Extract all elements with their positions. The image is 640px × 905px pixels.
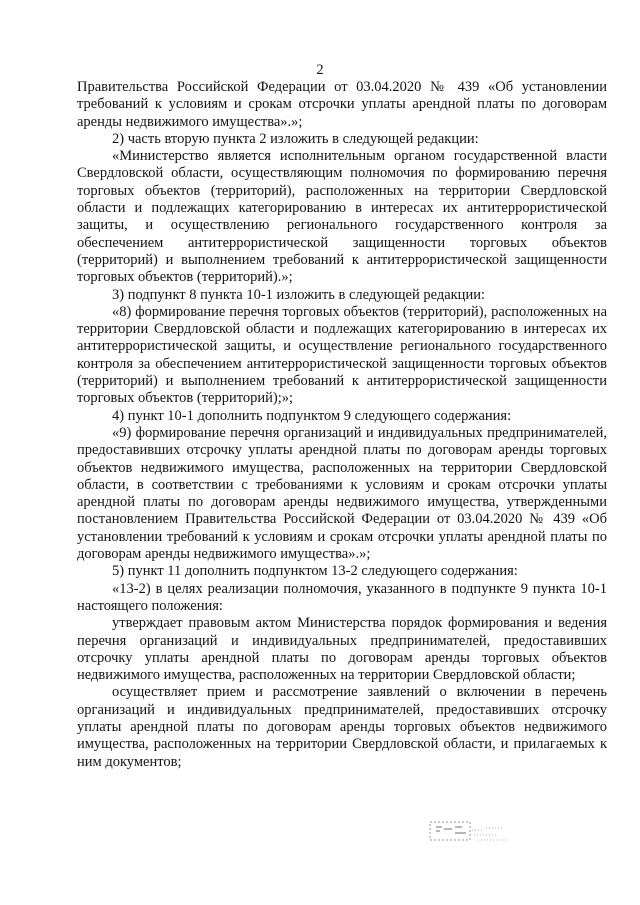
- paragraph: 2) часть вторую пункта 2 изложить в следующей редакции:: [112, 130, 479, 147]
- paragraph: «Министерство является исполнительным органом государственной власти Свердловской области, осуществляющим полномочия по формированию перечня торговых объектов (территорий), расположенных на территории Свердловской области и подлежащих категорированию в интересах их антитеррористической защиты, и осуществлению регионального государственного контроля за обеспечением антитеррористической защищенности торговых объектов (территорий) и выполнением требований к антитеррористической защищенности торговых объектов (территорий).»;: [77, 148, 607, 286]
- page-number: 2: [316, 62, 324, 78]
- paragraph: 3) подпункт 8 пункта 10-1 изложить в следующей редакции:: [112, 286, 485, 303]
- scan-stamp-mark: [428, 818, 514, 848]
- paragraph: утверждает правовым актом Министерства порядок формирования и ведения перечня организаций и индивидуальных предпринимателей, предоставивших отсрочку уплаты арендной платы по договорам аренды торговых объектов недвижимого имущества, расположенных на территории Свердловской области;: [77, 615, 607, 684]
- paragraph: Правительства Российской Федерации от 03.04.2020 № 439 «Об установлении требований к условиям и срокам отсрочки уплаты арендной платы по договорам аренды недвижимого имущества».»;: [77, 79, 607, 130]
- paragraph: «9) формирование перечня организаций и индивидуальных предпринимателей, предоставивших отсрочку уплаты арендной платы по договорам аренды торговых объектов недвижимого имущества, расположенных на территории Свердловской области, в соответствии с требованиями к условиям и срокам отсрочки уплаты арендной платы по договорам аренды недвижимого имущества, утвержденными постановлением Правительства Российской Федерации от 03.04.2020 № 439 «Об установлении требований к условиям и срокам отсрочки уплаты арендной платы по договорам аренды недвижимого имущества».»;: [77, 424, 607, 563]
- paragraph: 5) пункт 11 дополнить подпунктом 13-2 следующего содержания:: [112, 563, 518, 580]
- document-body: [77, 79, 607, 771]
- paragraph: «8) формирование перечня торговых объектов (территорий), расположенных на территории Свердловской области и подлежащих категорированию в интересах их антитеррористической защиты, и осуществление регионального государственного контроля за обеспечением антитеррористической защищенности торговых объектов (территорий) и выполнением требований к антитеррористической защищенности торговых объектов (территорий);»;: [77, 303, 607, 407]
- paragraph: «13-2) в целях реализации полномочия, указанного в подпункте 9 пункта 10-1 настоящего положения:: [77, 580, 607, 614]
- paragraph: 4) пункт 10-1 дополнить подпунктом 9 следующего содержания:: [112, 407, 512, 424]
- paragraph: осуществляет прием и рассмотрение заявлений о включении в перечень организаций и индивидуальных предпринимателей, предоставивших отсрочку уплаты арендной платы по договорам аренды торговых объектов недвижимого имущества, расположенных на территории Свердловской области, и прилагаемых к ним документов;: [77, 684, 607, 770]
